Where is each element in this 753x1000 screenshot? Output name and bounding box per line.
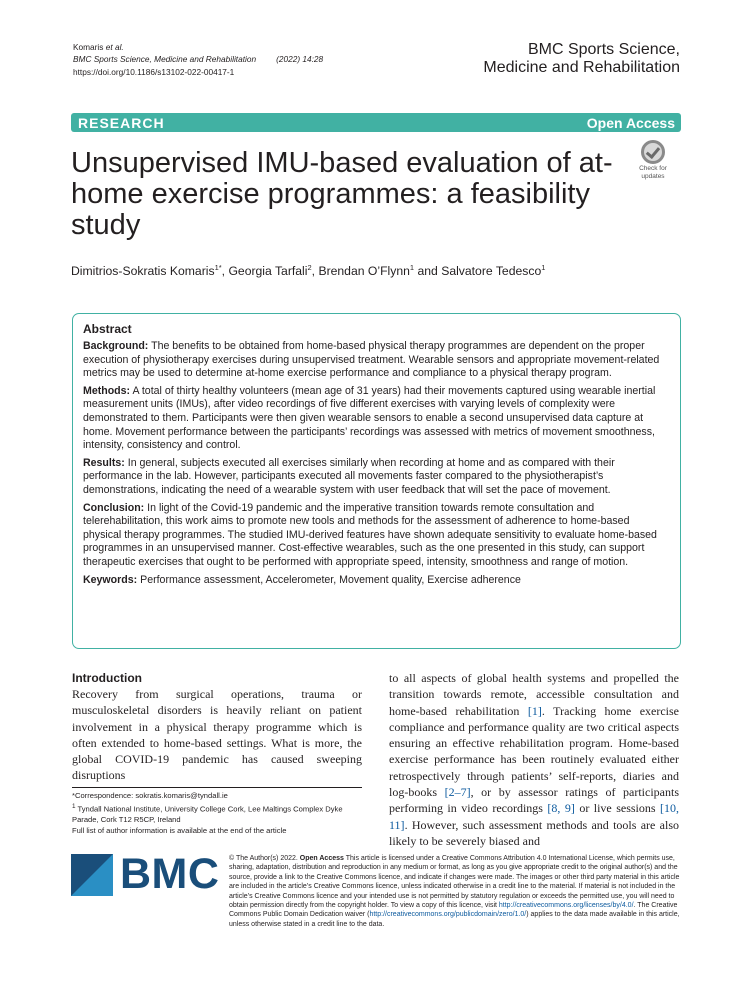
abstract-conclusion: Conclusion: In light of the Covid-19 pandemic and the imperative transition towards remote consultation and telerehabilitation, this work aims to promote new tools and methods for the assessment of adherence to home-based physical therapy programmes. The studied IMU-derived features have shown adequate sensitivity to evaluate home-based programmes in an unsupervised manner. Cost-effective wearables, such as the one presented in this study, can support therapeutic exercises that ought to be performed with appropriate speed, intensity, smoothness and range of motion. [83, 501, 657, 568]
author[interactable]: Salvatore Tedesco$^1$ [441, 263, 546, 279]
author-list: Dimitrios-Sokratis Komaris$^{1*}$, Georgia Tarfali$^2$, Brendan O’Flynn$^1$ and Salvatore Tedesco$^1$ [71, 263, 546, 279]
license-link[interactable]: http://creativecommons.org/licenses/by/4.0/ [498, 902, 634, 910]
journal-name: BMC Sports Science, Medicine and Rehabilitation [483, 41, 680, 76]
author[interactable]: Dimitrios-Sokratis Komaris$^{1*}$ [71, 263, 222, 279]
header-authors: Komaris et al. [73, 42, 124, 52]
article-type-banner [71, 113, 681, 132]
footnotes [72, 787, 362, 837]
body-column-right [389, 670, 679, 849]
footnote-divider [72, 787, 362, 788]
affiliation: $^1$ Tyndall National Institute, University College Cork, Lee Maltings Complex Dyke Parade, Cork T12 R5CP, Ireland [72, 802, 343, 825]
abstract-keywords: Keywords: Performance assessment, Accelerometer, Movement quality, Exercise adherence [83, 573, 521, 586]
citation-link[interactable]: [1] [527, 703, 542, 718]
open-access-label: Open Access [586, 115, 675, 131]
body-paragraph: to all aspects of global health systems and propelled the transition towards remote, accessible consultation and home-based rehabilitation [1]. Tracking home exercise compliance and performance quality are two critical aspects ensuring an effective rehabilitation program. Home-based exercise performance has been routinely evaluated either retrospectively through patients’ self-reports, diaries and log-books [2–7], or by assessor ratings of participants performing in video recordings [8, 9] or live sessions [10, 11]. However, such assessment methods and tools are also likely to be severely biased and [389, 671, 679, 848]
checkmark-icon [641, 140, 665, 164]
abstract-results: Results: In general, subjects executed all exercises similarly when recording at home and as compared with their performance in the lab. However, participants executed all movements faster compared to the physiotherapist’s demonstrations, indicating the need of a wearable system with user feedback that will set the pace of movement. [83, 456, 615, 496]
full-author-info-note: Full list of author information is available at the end of the article [72, 825, 287, 835]
abstract-background: Background: The benefits to be obtained from home-based physical therapy programmes are dependent on the proper execution of physiotherapy exercises during unsupervised treatment. Wearable sensors and appropriate movement-related metrics may be used to determine at-home exercise performance and compliance to a physical therapy program. [83, 340, 660, 380]
section-heading-introduction: Introduction [72, 671, 142, 685]
license-statement: © The Author(s) 2022. Open Access This article is licensed under a Creative Commons Attribution 4.0 International License, which permits use, sharing, adaptation, distribution and reproduction in any medium or format, as long as you give appropriate credit to the original author(s) and the source, provide a link to the Creative Commons licence, and indicate if changes were made. The images or other third party material in this article are included in the article’s Creative Commons licence, unless indicated otherwise in a credit line to the material. If material is not included in the article’s Creative Commons licence and your intended use is not permitted by statutory regulation or exceeds the permitted use, you will need to obtain permission directly from the copyright holder. To view a copy of this licence, visit http://creativecommons.org/licenses/by/4.0/. The Creative Commons Public Domain Dedication waiver (http://creativecommons.org/publicdomain/zero/1.0/) applies to the data made available in this article, unless otherwise stated in a credit line to the data. [229, 855, 680, 928]
article-title: Unsupervised IMU-based evaluation of at-home exercise programmes: a feasibility study [71, 147, 613, 241]
journal-abbrev: BMC Sports Science, Medicine and Rehabilitation [73, 54, 257, 65]
bmc-logo [71, 850, 220, 898]
abstract-methods: Methods: A total of thirty healthy volunteers (mean age of 31 years) had their movements captured using wearable inertial measurement units (IMUs), after video recordings of five different exercises with varying levels of complexity were demonstrated to them. Participants were then given wearable sensors to enable a second unsupervised data capture at home. Movement performance between the participants’ recordings was assessed with metrics of movement smoothness, intensity, consistency and control. [83, 384, 656, 452]
author[interactable]: Brendan O’Flynn$^1$ [318, 263, 415, 279]
issue: (2022) 14:28 [276, 54, 324, 65]
public-domain-link[interactable]: http://creativecommons.org/publicdomain/zero/1.0/ [369, 911, 527, 919]
correspondence: *Correspondence: sokratis.komaris@tyndall.ie [72, 791, 228, 800]
bmc-logo-text: BMC [120, 850, 220, 898]
running-header [73, 41, 323, 78]
author[interactable]: Georgia Tarfali$^2$ [228, 263, 312, 279]
header-citation [73, 53, 323, 65]
article-type: RESEARCH [78, 115, 165, 131]
citation-link[interactable]: [10, 11] [389, 801, 679, 832]
body-paragraph: Recovery from surgical operations, trauma or musculoskeletal disorders is heavily reliant on patient involvement in a physical therapy programme which is often extended to home-based settings. What is more, the global COVID-19 pandemic has caused sweeping disruptions [72, 687, 362, 783]
abstract-box [72, 313, 681, 649]
body-column-left [72, 670, 362, 784]
citation-link[interactable]: [2–7] [444, 785, 471, 800]
check-for-updates-badge[interactable]: Check for updates [626, 140, 680, 176]
bmc-logo-mark-icon [71, 854, 113, 896]
abstract-heading: Abstract [83, 322, 132, 336]
citation-link[interactable]: [8, 9] [547, 801, 575, 816]
doi-link[interactable]: https://doi.org/10.1186/s13102-022-00417-1 [73, 66, 235, 77]
